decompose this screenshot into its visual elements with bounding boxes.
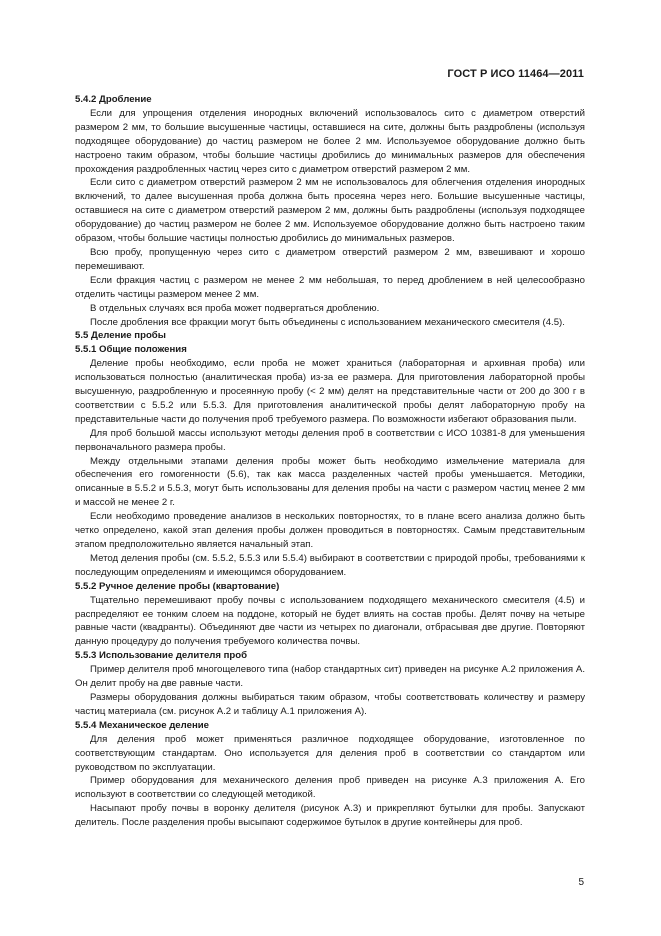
section-heading: 5.5.3 Использование делителя проб	[75, 650, 248, 662]
document-body	[75, 93, 585, 830]
paragraph: Всю пробу, пропущенную через сито с диаметром отверстий размером 2 мм, взвешивают и хорошо перемешивают.	[75, 246, 585, 272]
paragraph: Между отдельными этапами деления пробы может быть необходимо измельчение материала для обеспечения его гомогенности (5.6), так как масса разделенных частей пробы уменьшается. Методики, описанные в 5.5.2 и 5.5.3, могут быть использованы для деления пробы на части с размером частиц менее 2 мм и массой не менее 2 г.	[75, 455, 585, 509]
paragraph: Размеры оборудования должны выбираться таким образом, чтобы соответствовать количеству и размеру частиц материала (см. рисунок А.2 и таблицу А.1 приложения А).	[75, 691, 585, 717]
paragraph: Если для упрощения отделения инородных включений использовалось сито с диаметром отверстий размером 2 мм, то большие высушенные частицы, оставшиеся на сите, должны быть раздроблены (используя подходящее оборудование) до частиц размером не более 2 мм. Используемое оборудование должно быть настроено таким образом, чтобы большие частицы дробились до минимальных размеров для обеспечения прохождения раздробленных частиц через сито с диаметром отверстий размером 2 мм.	[75, 107, 585, 175]
section-heading: 5.5.4 Механическое деление	[75, 719, 209, 731]
paragraph: Если необходимо проведение анализов в нескольких повторностях, то в плане всего анализа должно быть четко определено, какой этап деления пробы должен проводиться в повторностях. Самым представительным этапом предположительно является начальный этап.	[75, 511, 585, 550]
paragraph: Для проб большой массы используют методы деления проб в соответствии с ИСО 10381-8 для уменьшения первоначального размера пробы.	[75, 427, 585, 453]
section-heading: 5.5.2 Ручное деление пробы (квартование)	[75, 580, 280, 592]
paragraph: Если сито с диаметром отверстий размером 2 мм не использовалось для облегчения отделения инородных включений, то далее высушенная проба должна быть просеяна через него. Большие высушенные частицы, оставшиеся на сите с диаметром отверстий размером 2 мм, должны быть раздроблены (используя подходящее оборудование) до частиц размером не более 2 мм. Используемое оборудование должно быть настроено таким образом, чтобы большие частицы полностью дробились до минимальных размеров.	[75, 177, 585, 245]
paragraph: Насыпают пробу почвы в воронку делителя (рисунок А.3) и прикрепляют бутылки для пробы. Запускают делитель. После разделения пробы высыпают содержимое бутылок в другие контейнеры для проб.	[75, 803, 585, 829]
section-heading: 5.5 Деление пробы	[75, 330, 166, 342]
paragraph: Тщательно перемешивают пробу почвы с использованием подходящего механического смесителя (4.5) и распределяют ее тонким слоем на поддоне, который не будет влиять на состав пробы. Делят почву на четыре равные части (квадранты). Объединяют две части из четырех по диагонали, отбрасывая две другие. Повторяют данную процедуру до получения требуемого количества почвы.	[75, 594, 585, 648]
paragraph: Пример делителя проб многощелевого типа (набор стандартных сит) приведен на рисунке А.2 приложения А. Он делит пробу на две равные части.	[75, 664, 585, 690]
paragraph: После дробления все фракции могут быть объединены с использованием механического смесителя (4.5).	[90, 316, 565, 328]
paragraph: Пример оборудования для механического деления проб приведен на рисунке А.3 приложения А. Его используют в соответствии со следующей методикой.	[75, 775, 585, 801]
page-number: 5	[578, 877, 584, 888]
section-heading: 5.5.1 Общие положения	[75, 344, 187, 356]
paragraph: В отдельных случаях вся проба может подвергаться дроблению.	[90, 302, 380, 314]
document-header: ГОСТ Р ИСО 11464—2011	[447, 68, 584, 80]
section-heading: 5.4.2 Дробление	[75, 94, 152, 105]
paragraph: Для деления проб может применяться различное подходящее оборудование, изготовленное по соответствующим стандартам. Оно используется для деления проб в соответствии со стандартом или руководством по эксплуатации.	[75, 733, 585, 773]
paragraph: Деление пробы необходимо, если проба не может храниться (лабораторная и архивная проба) или использоваться полностью (аналитическая проба) из-за ее размера. Для приготовления лабораторной пробы высушенную, раздробленную и просеянную пробу (< 2 мм) делят на представительные части от 200 до 300 г в соответствии с 5.5.2 или 5.5.3. Для приготовления аналитической пробы делят лабораторную пробу на представительные части до получения проб требуемого размера. По возможности избегают образования пыли.	[75, 358, 585, 425]
paragraph: Метод деления пробы (см. 5.5.2, 5.5.3 или 5.5.4) выбирают в соответствии с природой пробы, требованиями к последующим определениям и имеющимся оборудованием.	[75, 552, 585, 578]
paragraph: Если фракция частиц с размером не менее 2 мм небольшая, то перед дроблением в ней целесообразно отделить частицы размером менее 2 мм.	[75, 274, 585, 300]
